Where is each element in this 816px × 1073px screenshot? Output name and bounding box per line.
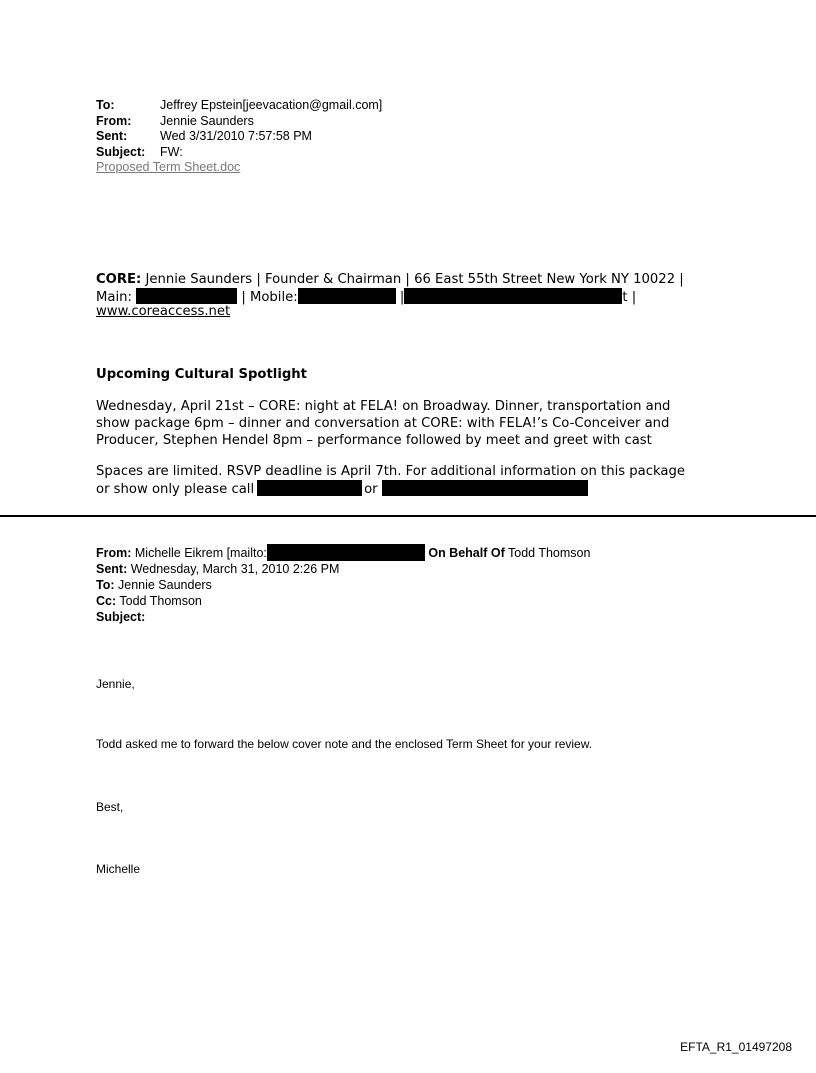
redaction-mailto bbox=[267, 544, 425, 561]
spotlight-line: Spaces are limited. RSVP deadline is April 7th. For additional information on this package bbox=[96, 464, 685, 479]
from-value: Jennie Saunders bbox=[160, 113, 254, 128]
subject-label: Subject: bbox=[96, 144, 146, 159]
mobile-label: | Mobile: bbox=[241, 290, 298, 305]
signature-details: Jennie Saunders | Founder & Chairman | 66 East 55th Street New York NY 10022 | bbox=[141, 272, 684, 287]
redaction-email bbox=[404, 288, 622, 304]
to-label: To: bbox=[96, 98, 115, 112]
fwd-to-row bbox=[96, 577, 590, 593]
separator-2: t | bbox=[622, 290, 637, 305]
document-id: EFTA_R1_01497208 bbox=[680, 1040, 792, 1054]
behalf-label: On Behalf Of bbox=[424, 546, 505, 560]
spotlight-line bbox=[96, 480, 685, 498]
email-header bbox=[96, 98, 382, 176]
to-value: Jeffrey Epstein[jeevacation@gmail.com] bbox=[160, 98, 383, 112]
fwd-from-value: Michelle Eikrem [mailto: bbox=[131, 546, 267, 560]
fwd-cc-value: Todd Thomson bbox=[116, 594, 202, 608]
divider-line bbox=[0, 515, 816, 517]
fwd-cc-row bbox=[96, 593, 590, 609]
spotlight-line: Wednesday, April 21st – CORE: night at FELA! on Broadway. Dinner, transportation and bbox=[96, 399, 671, 414]
closing: Best, bbox=[96, 800, 124, 814]
website-link[interactable]: www.coreaccess.net bbox=[96, 304, 231, 319]
rsvp-text: or show only please call bbox=[96, 482, 255, 497]
subject-row bbox=[96, 145, 382, 161]
sent-row bbox=[96, 129, 382, 145]
spotlight-paragraph-1 bbox=[96, 398, 670, 449]
fwd-sent-label: Sent: bbox=[96, 562, 128, 576]
message-text: Todd asked me to forward the below cover note and the enclosed Term Sheet for your review. bbox=[96, 737, 593, 751]
separator: | bbox=[399, 290, 405, 305]
core-label: CORE: bbox=[96, 272, 142, 287]
redaction-main-phone bbox=[136, 288, 237, 304]
fwd-subject-row bbox=[96, 609, 590, 625]
spotlight-paragraph-2 bbox=[96, 463, 685, 498]
redaction-phone-2 bbox=[382, 480, 588, 496]
redaction-phone-1 bbox=[257, 480, 362, 496]
forwarded-header bbox=[96, 544, 590, 625]
from-row bbox=[96, 114, 382, 130]
fwd-sent-value: Wednesday, March 31, 2010 2:26 PM bbox=[127, 562, 340, 576]
sent-value: Wed 3/31/2010 7:57:58 PM bbox=[160, 129, 312, 143]
spotlight-heading: Upcoming Cultural Spotlight bbox=[96, 367, 307, 382]
fwd-subject-label: Subject: bbox=[96, 610, 146, 624]
greeting: Jennie, bbox=[96, 677, 135, 691]
fwd-from-label: From: bbox=[96, 546, 132, 560]
fwd-sent-row bbox=[96, 561, 590, 577]
spotlight-line: Producer, Stephen Hendel 8pm – performance followed by meet and greet with cast bbox=[96, 433, 652, 448]
from-label: From: bbox=[96, 113, 132, 128]
behalf-value: Todd Thomson bbox=[504, 546, 591, 560]
fwd-cc-label: Cc: bbox=[96, 594, 117, 608]
subject-value: FW: bbox=[160, 144, 183, 159]
fwd-from-row bbox=[96, 544, 590, 561]
sent-label: Sent: bbox=[96, 129, 128, 143]
to-row bbox=[96, 98, 382, 114]
spotlight-line: show package 6pm – dinner and conversation at CORE: with FELA!’s Co-Conceiver and bbox=[96, 416, 670, 431]
or-text: or bbox=[364, 482, 378, 497]
fwd-to-value: Jennie Saunders bbox=[114, 578, 212, 592]
redaction-mobile-phone bbox=[298, 288, 396, 304]
signature-line-1 bbox=[96, 271, 684, 288]
fwd-to-label: To: bbox=[96, 578, 115, 592]
main-label: Main: bbox=[96, 290, 137, 305]
sender-name: Michelle bbox=[96, 862, 141, 876]
attachment-link[interactable]: Proposed Term Sheet.doc bbox=[96, 160, 241, 174]
